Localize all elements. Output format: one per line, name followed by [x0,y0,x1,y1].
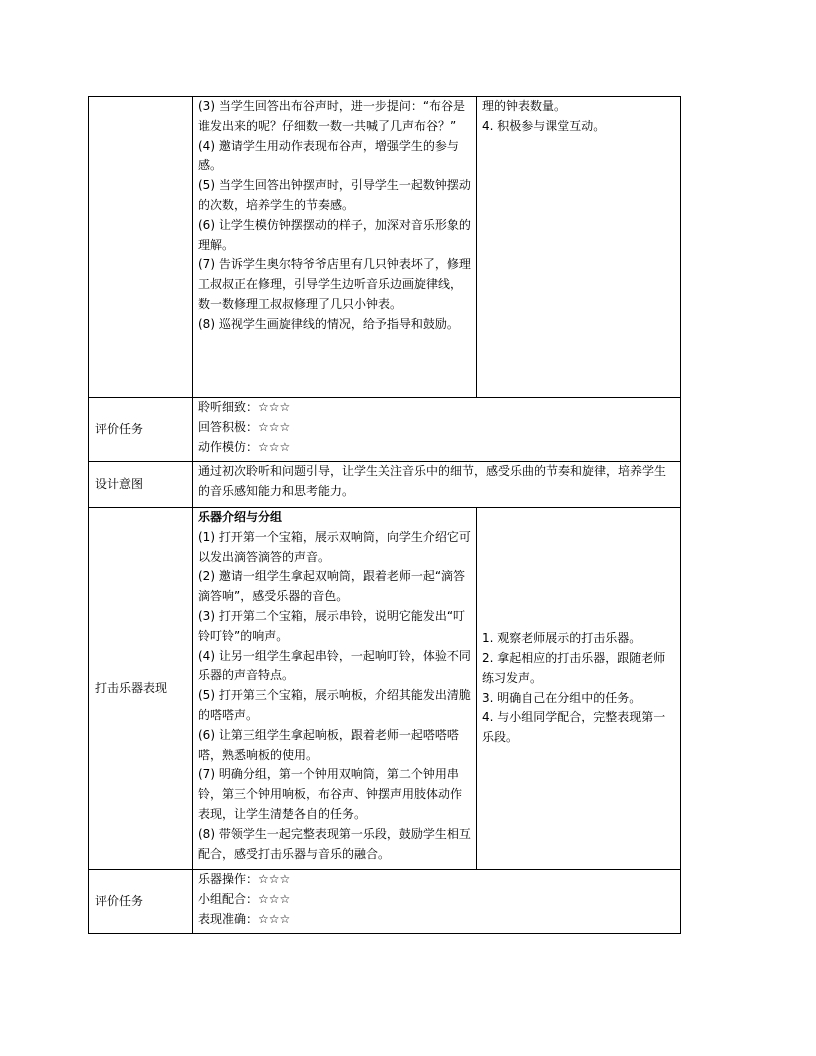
teacher-activity-cell [193,508,477,870]
student-step-3: 3. 明确自己在分组中的任务。 [482,690,642,705]
evaluation-item: 表现准确：☆☆☆ [198,911,291,926]
teacher-step-7: (7) 告诉学生奥尔特爷爷店里有几只钟表坏了，修理工叔叔正在修理，引导学生边听音乐边画旋律线，数一数修理工叔叔修理了几只小钟表。 [198,257,471,311]
student-activity-cell [477,508,681,870]
teacher-step-8: (8) 巡视学生画旋律线的情况，给予指导和鼓励。 [198,316,459,331]
student-step-1: 1. 观察老师展示的打击乐器。 [482,631,642,646]
student-step-2: 2. 拿起相应的打击乐器，跟随老师练习发声。 [482,650,666,685]
student-step-cont: 理的钟表数量。 [482,99,567,113]
table-row [89,462,681,508]
evaluation-item: 回答积极：☆☆☆ [198,419,291,434]
table-row [89,398,681,462]
evaluation-cell [193,870,681,934]
teacher-step-3: (3) 打开第二个宝箱，展示串铃，说明它能发出“叮铃叮铃”的响声。 [198,608,466,643]
student-activity-cell [477,97,681,398]
row-label-empty [89,97,193,398]
design-intent-text: 通过初次聆听和问题引导，让学生关注音乐中的细节，感受乐曲的节奏和旋律，培养学生的音乐感知能力和思考能力。 [198,464,667,498]
evaluation-cell [193,398,681,462]
section-heading: 乐器介绍与分组 [198,510,283,524]
row-label-percussion: 打击乐器表现 [89,508,193,870]
teacher-step-7: (7) 明确分组，第一个钟用双响筒，第二个钟用串铃，第三个钟用响板，布谷声、钟摆声用肢体动作表现，让学生清楚各自的任务。 [198,767,463,821]
teacher-step-8: (8) 带领学生一起完整表现第一乐段，鼓励学生相互配合，感受打击乐器与音乐的融合。 [198,826,471,861]
teacher-step-6: (6) 让第三组学生拿起响板，跟着老师一起嗒嗒嗒嗒，熟悉响板的使用。 [198,727,459,762]
teacher-step-6: (6) 让学生模仿钟摆摆动的样子，加深对音乐形象的理解。 [198,217,471,252]
evaluation-item: 动作模仿：☆☆☆ [198,439,291,454]
teacher-step-4: (4) 让另一组学生拿起串铃，一起响叮铃，体验不同乐器的声音特点。 [198,648,471,683]
teacher-step-5: (5) 打开第三个宝箱，展示响板，介绍其能发出清脆的嗒嗒声。 [198,688,471,722]
row-label-design-intent: 设计意图 [89,462,193,508]
table-row [89,508,681,870]
table-row [89,870,681,934]
row-label-evaluation: 评价任务 [89,398,193,462]
evaluation-item: 乐器操作：☆☆☆ [198,872,291,886]
evaluation-item: 聆听细致：☆☆☆ [198,400,291,414]
teacher-step-5: (5) 当学生回答出钟摆声时，引导学生一起数钟摆动的次数，培养学生的节奏感。 [198,178,471,212]
teacher-step-2: (2) 邀请一组学生拿起双响筒，跟着老师一起“滴答滴答响”，感受乐器的音色。 [198,569,466,604]
evaluation-item: 小组配合：☆☆☆ [198,891,291,906]
row-label-evaluation: 评价任务 [89,870,193,934]
table-row [89,97,681,398]
teacher-step-1: (1) 打开第一个宝箱，展示双响筒，向学生介绍它可以发出滴答滴答的声音。 [198,529,471,564]
student-step-4: 4. 积极参与课堂互动。 [482,118,606,133]
design-intent-cell [193,462,681,508]
lesson-plan-table [88,96,681,934]
student-step-4: 4. 与小组同学配合，完整表现第一乐段。 [482,710,666,745]
teacher-activity-cell [193,97,477,398]
teacher-step-3: (3) 当学生回答出布谷声时，进一步提问：“布谷是谁发出来的呢？仔细数一数一共喊了几声布谷？” [198,99,466,133]
teacher-step-4: (4) 邀请学生用动作表现布谷声，增强学生的参与感。 [198,138,459,173]
